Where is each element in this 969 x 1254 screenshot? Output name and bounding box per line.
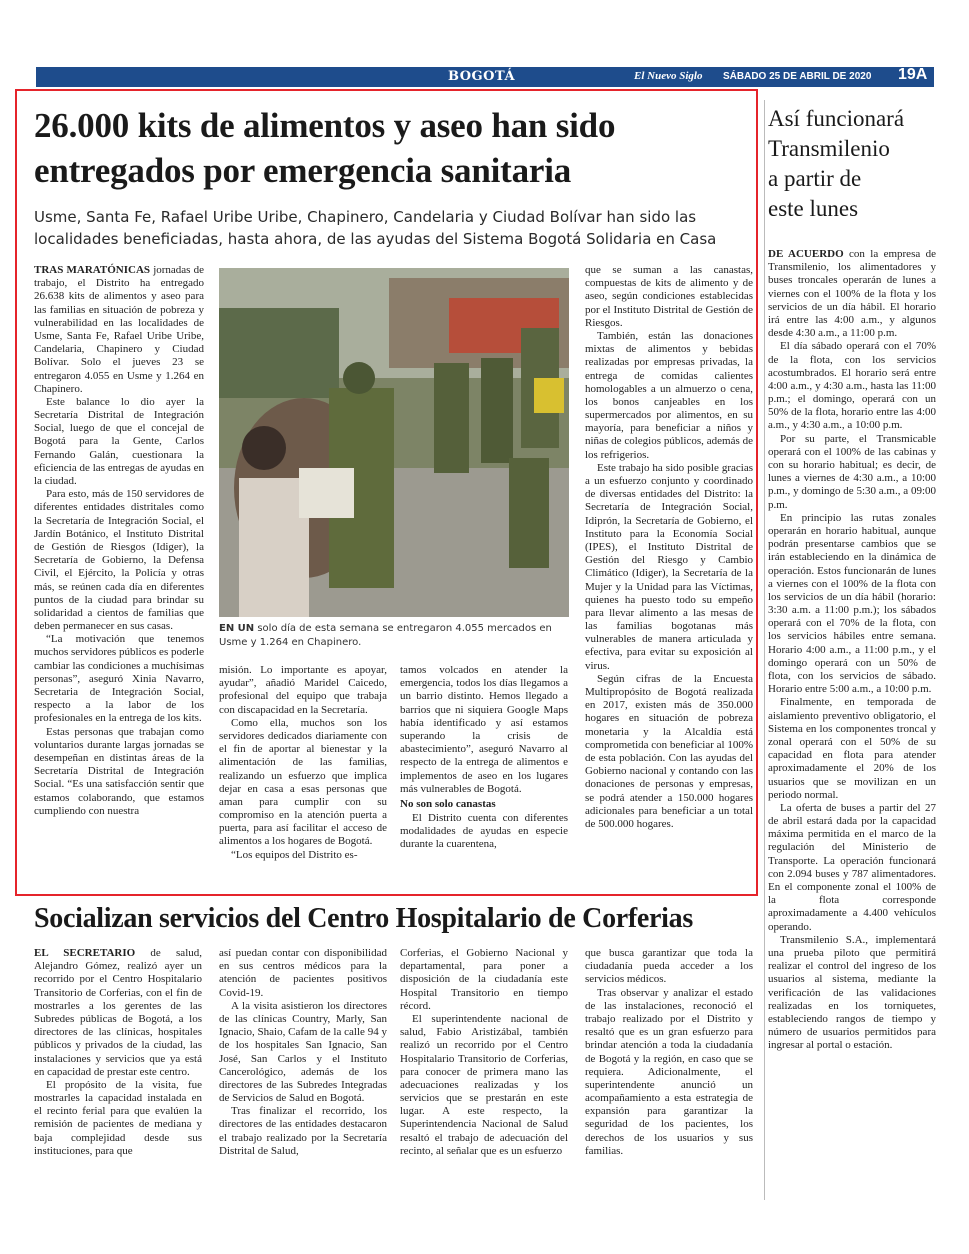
paragraph: La oferta de buses a partir del 27 de abril estará dada por la capacidad máxima permitida en el marco de la regulación del Ministerio de Transporte. La operación funcionará con 2.094 buses y 787 alimentadores. En el componente zonal el 100% de la flota corresponde aproximadamente a 4.400 vehículos operando. <box>768 801 936 933</box>
article1-column-1 <box>34 264 204 818</box>
main-subheadline <box>34 207 716 251</box>
paragraph: “Los equipos del Distrito es- <box>231 848 358 861</box>
issue-date: SÁBADO 25 DE ABRIL DE 2020 <box>723 71 872 82</box>
section-name: BOGOTÁ <box>448 69 516 84</box>
paragraph: En principio las rutas zonales operarán en horario habitual, aunque podrán presentarse cambios que se irán estableciendo en la dinámica de operación. Estos funcionarán de lunes a viernes con el 100% de la flota con los servicios de un día hábil (horario: 3:30 a.m. a 11:00 p.m.); los sábados operará con el 70% de la flota, con los servicios hábiles entre semana. Horario 4:00 a.m., a 11:00 p.m., y el domingo operará con un 50% de flota, con los servicios de sábado. Horario entre 5:00 a.m., a 10:00 p.m. <box>768 511 936 696</box>
article2-column-2 <box>219 947 387 1158</box>
paragraph: que se suman a las canastas, compuestas de kits de alimento y de aseo, según condiciones establecidas por el Instituto Distrital de Gestión de Riesgos. <box>585 264 753 329</box>
photo-caption: EN UN solo día de esta semana se entregaron 4.055 mercados en Usme y 1.264 en Chapinero. <box>219 623 552 648</box>
subhead-line-1: Usme, Santa Fe, Rafael Uribe Uribe, Chapinero, Candelaria y Ciudad Bolívar han sido las <box>34 208 697 226</box>
paragraph: Finalmente, en temporada de aislamiento preventivo obligatorio, el Sistema en los componentes troncal y zonal operará con el 50% de su capacidad en flota para atender aproximadamente el 20% de los usuarios que se movilizan en un periodo normal. <box>768 696 936 801</box>
subhead-line-2: localidades beneficiadas, hasta ahora, de las ayudas del Sistema Bogotá Solidaria en Casa <box>34 229 717 248</box>
page-number: 19A <box>898 66 928 83</box>
article1-column-4 <box>585 264 753 831</box>
paragraph: Transmilenio S.A., implementará una prueba piloto que permitirá realizar el control del ingreso de los usuarios al sistema, mediante la verificación de las validaciones realizadas en los torniquetes, estableciendo rangos de tiempo y número de usuarios permitidos para ingresar al portal o estación. <box>768 933 936 1052</box>
paragraph: El superintendente nacional de salud, Fabio Aristizábal, también realizó un recorrido por el Centro Hospitalario Transitorio de Corferias, para conocer de primera mano las adecuaciones realizadas y los servicios que se prestarán en este lugar. A este respecto, la Superintendencia Nacional de Salud resaltó el trabajo de adecuación del recinto, al señalar que es un esfuerzo <box>400 1012 568 1157</box>
paragraph: EL SECRETARIO de salud, Alejandro Gómez, realizó ayer un recorrido por el Centro Hospitalario Transitorio de Corferias, con el fin de mostrarles a los gerentes de las Subredes públicas de Bogotá, a los directores de las clínicas, hospitales públicos y privados de la ciudad, las instalaciones y servicios que ya está en capacidad de prestar este centro. <box>34 947 202 1078</box>
sidebar-column <box>768 248 936 1052</box>
paragraph: así puedan contar con disponibilidad en sus centros médicos para la atención de pacientes positivos Covid-19. <box>219 947 387 999</box>
newspaper-masthead: El Nuevo Siglo <box>634 70 703 82</box>
article2-column-3 <box>400 947 568 1158</box>
sidebar-headline: Así funcionará Transmilenio a partir de este lunes <box>768 106 905 221</box>
paragraph: Como ella, muchos son los servidores dedicados diariamente con el fin de aportar al bienestar y la alimentación de las familias, realizando un esfuerzo que implica dejar en casa a esas personas que aman para cumplir con su compromiso en la atención puerta a puerta, para así facilitar el acceso de alimentos a los hogares de Bogotá. <box>219 716 387 848</box>
paragraph: Por su parte, el Transmicable operará con el 100% de las cabinas y con su horario habitual; es decir, de lunes a viernes de 4:30 a.m., a 10:00 p.m., y domingo de 5:30 a.m., a 09:00 p.m. <box>768 432 936 511</box>
paragraph: El propósito de la visita, fue mostrarles la capacidad instalada en el recinto ferial para que evalúen la remisión de pacientes de mediana y baja complejidad desde sus instituciones, para que <box>34 1078 202 1157</box>
paragraph: tamos volcados en atender la emergencia, todos los días llegamos a un barrio distinto. Hemos llegado a barrios que ni siquiera Google Maps había identificado y así estamos superando la crisis de abastecimiento”, aseguró Navarro al respecto de la entrega de alimentos e implementos de aseo en los lugares más vulnerables de Bogotá. <box>400 664 568 795</box>
article1-column-3 <box>400 664 568 851</box>
paragraph: Tras observar y analizar el estado de las instalaciones, reconoció el trabajo realizado por el Distrito y resaltó que es un gran esfuerzo para brindar atención a toda la ciudadanía de Bogotá y la región, en caso que se requiera. Adicionalmente, el superintendente anunció un acompañamiento a esta estrategia de expansión para garantizar la seguridad de los pacientes, los derechos de los usuarios y sus familias. <box>585 986 753 1157</box>
paragraph: DE ACUERDO con la empresa de Transmilenio, los alimentadores y buses troncales operarán de lunes a viernes con el 100% de la flota y los servicios de un día hábil. El horario irá entre las 4:00 a.m., y algunos desde 4:30 a.m., a 11:00 p.m. <box>768 248 936 340</box>
section-subhead: No son solo canastas <box>400 797 496 810</box>
lead-in: DE ACUERDO <box>768 248 844 260</box>
article1-column-2 <box>219 664 387 862</box>
paragraph: El día sábado operará con el 70% de la flota, con los servicios acostumbrados. El horario será entre 4:00 a.m., y 4:30 a.m., hasta las 11:00 p.m.; el domingo, operará con un 50% de la flota, horario entre las 4:00 a.m., y 4:30 a.m., a 10:00 p.m. <box>768 340 936 432</box>
paragraph: Estas personas que trabajan como voluntarios durante largas jornadas se desempeñan en distintas áreas de la Secretaría Distrital de Integración Social. “Es una satisfacción sentir que estamos colaborando, que estamos cumpliendo con nuestra <box>34 725 204 817</box>
paragraph: Para esto, más de 150 servidores de diferentes entidades distritales como la Secretaría de Integración Social, el Jardín Botánico, el Instituto Distrital de Gestión de Riesgos (Idiger), la Secretaría de Gobierno, la Defensa Civil, el Ejército, la Policía y otras más, se reúnen cada día en diferentes puntos de la ciudad para brindar su solidaridad a cientos de familias que deben permanecer en sus casas. <box>34 488 204 633</box>
paragraph: Este balance lo dio ayer la Secretaría Distrital de Integración Social, luego de que el concejal de Bogotá para la Gente, Carlos Fernando Galán, cuestionara la eficiencia de las entregas de ayudas en la ciudad. <box>34 395 204 487</box>
paragraph: que busca garantizar que toda la ciudadanía pueda acceder a los servicios médicos. <box>585 947 753 986</box>
paragraph: Este trabajo ha sido posible gracias a un esfuerzo conjunto y coordinado de diversas entidades del Distrito: la Secretaría de Integración Social, Idiprón, la Secretaría de Gobierno, el Instituto para la Economía Social (IPES), el Instituto Distrital de Gestión del Riesgo y Cambio Climático (Idiger), la Secretaría de la Mujer y la Unidad para las Víctimas, quienes ha puesto todo su empeño para llevar alimento a las mesas de las familias bogotanas más vulnerables de manera articulada y efectiva, para evitar su exposición al virus. <box>585 461 753 672</box>
paragraph: Corferias, el Gobierno Nacional y departamental, para poner a disposición de la ciudadanía este Hospital Transitorio en tiempo récord. <box>400 947 568 1012</box>
main-headline-line-2: entregados por emergencia sanitaria <box>34 150 572 190</box>
main-headline <box>34 104 615 194</box>
paragraph: También, están las donaciones mixtas de alimentos y bebidas realizadas por empresas privadas, la entrega de comidas calientes homologables a un almuerzo o cena, los bonos canjeables en los supermercados por alimentos, en su mayoría, para beneficiar a niños y niñas de colegios públicos, además de los refrigerios. <box>585 329 753 461</box>
paragraph: misión. Lo importante es apoyar, ayudar”, añadió Maridel Caicedo, profesional del equipo que trabaja con discapacidad en la Secretaría. <box>219 664 387 716</box>
article2-column-4 <box>585 947 753 1158</box>
main-headline-line-1: 26.000 kits de alimentos y aseo han sido <box>34 106 616 145</box>
column-divider <box>764 100 765 1200</box>
paragraph: TRAS MARATÓNICAS jornadas de trabajo, el Distrito ha entregado 26.638 kits de alimentos y aseo para las familias en situación de pobreza y vulnerabilidad en las localidades de Usme, Santa Fe, Rafael Uribe Uribe, Candelaria, Chapinero y Ciudad Bolívar. Solo el jueves 23 se entregaron 4.055 en Usme y 1.264 en Chapinero. <box>34 264 204 395</box>
paragraph: Tras finalizar el recorrido, los directores de las entidades destacaron el trabajo realizado por la Secretaría Distrital de Salud, <box>219 1105 387 1157</box>
paragraph: “La motivación que tenemos muchos servidores públicos es poderle cambiar las condiciones a muchísimas personas”, aseguró Xinia Navarro, Secretaria de Integración Social, respecto a la labor de los profesionales en la entrega de los kits. <box>34 633 204 725</box>
article2-column-1 <box>34 947 202 1158</box>
paragraph: A la visita asistieron los directores de las clínicas Country, Marly, San Ignacio, Shaio, Cafam de la calle 94 y de los hospitales San Ignacio, San José, San Carlos y el Instituto Cancerológico, además de los directores de las Subredes Integradas de Servicios de Salud en Bogotá. <box>219 999 387 1105</box>
paragraph: El Distrito cuenta con diferentes modalidades de ayudas en especie durante la cuarentena, <box>400 811 568 851</box>
paragraph: Según cifras de la Encuesta Multipropósito de Bogotá realizada en 2017, existen más de 350.000 hogares en situación de pobreza monetaria y la Alcaldía está comprometida con beneficiar al 100% de esta población. Con las ayudas del Gobierno nacional y contando con las donaciones de personas y empresas, se podrá atender a 150.000 hogares adicionales para beneficiar a un total de 500.000 hogares. <box>585 672 753 830</box>
lead-in: TRAS MARATÓNICAS <box>34 264 151 276</box>
second-headline: Socializan servicios del Centro Hospitalario de Corferias <box>34 903 693 934</box>
news-photo <box>219 268 569 617</box>
lead-in: EL SECRETARIO <box>34 947 136 959</box>
